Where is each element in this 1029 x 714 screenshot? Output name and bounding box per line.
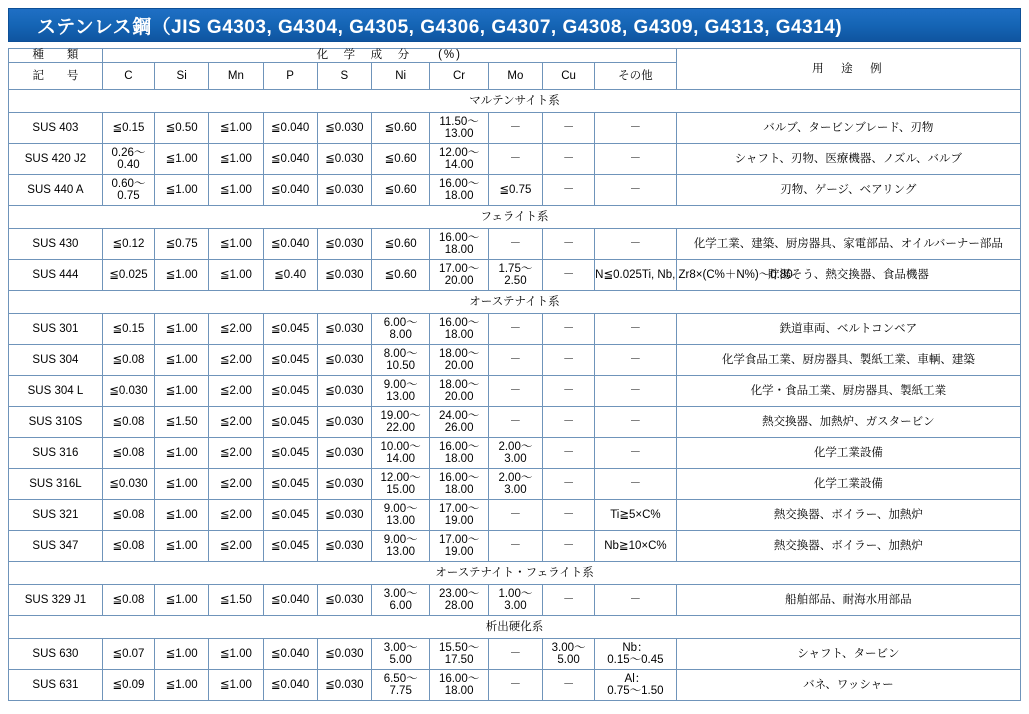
steel-grade-name: SUS 440 A [9, 175, 103, 206]
cell-mo: － [488, 144, 542, 175]
cell-cr: 23.00～ 28.00 [430, 585, 488, 616]
cell-other: － [595, 144, 677, 175]
cell-si: ≦1.00 [155, 260, 209, 291]
cell-ni: 19.00～ 22.00 [371, 407, 429, 438]
cell-cr: 12.00～ 14.00 [430, 144, 488, 175]
cell-mo: ≦0.75 [488, 175, 542, 206]
cell-use-example: 熱交換器、加熱炉、ガスタービン [676, 407, 1020, 438]
cell-c: ≦0.15 [102, 113, 154, 144]
cell-s: ≦0.030 [317, 113, 371, 144]
table-row [9, 229, 1021, 260]
cell-c: ≦0.030 [102, 376, 154, 407]
cell-use-example: 化学工業設備 [676, 438, 1020, 469]
cell-use-example: 鉄道車両、ベルトコンベア [676, 314, 1020, 345]
header-col-mn: Mn [209, 63, 263, 90]
cell-mo: － [488, 314, 542, 345]
cell-p: ≦0.40 [263, 260, 317, 291]
cell-use-example: シャフト、タービン [676, 639, 1020, 670]
cell-cu: － [543, 376, 595, 407]
steel-grade-name: SUS 316 [9, 438, 103, 469]
cell-use-example: 化学工業設備 [676, 469, 1020, 500]
cell-s: ≦0.030 [317, 670, 371, 701]
table-body [9, 90, 1021, 701]
cell-s: ≦0.030 [317, 531, 371, 562]
cell-si: ≦0.50 [155, 113, 209, 144]
steel-grade-name: SUS 301 [9, 314, 103, 345]
cell-cr: 15.50～ 17.50 [430, 639, 488, 670]
cell-mn: ≦2.00 [209, 469, 263, 500]
cell-cu: － [543, 469, 595, 500]
steel-grade-name: SUS 316L [9, 469, 103, 500]
cell-si: ≦1.00 [155, 469, 209, 500]
cell-ni: ≦0.60 [371, 260, 429, 291]
cell-s: ≦0.030 [317, 500, 371, 531]
cell-cr: 17.00～ 20.00 [430, 260, 488, 291]
cell-p: ≦0.040 [263, 113, 317, 144]
cell-si: ≦1.00 [155, 438, 209, 469]
cell-cu: － [543, 531, 595, 562]
cell-si: ≦1.00 [155, 314, 209, 345]
cell-p: ≦0.045 [263, 438, 317, 469]
cell-cu: － [543, 113, 595, 144]
group-label: オーステナイト・フェライト系 [9, 562, 1021, 585]
cell-mn: ≦1.00 [209, 670, 263, 701]
cell-mo: － [488, 345, 542, 376]
group-label: 析出硬化系 [9, 616, 1021, 639]
cell-c: 0.26～ 0.40 [102, 144, 154, 175]
cell-mo: 2.00～ 3.00 [488, 438, 542, 469]
cell-other: － [595, 229, 677, 260]
cell-ni: 3.00～ 6.00 [371, 585, 429, 616]
table-row [9, 113, 1021, 144]
cell-c: ≦0.08 [102, 438, 154, 469]
table-row [9, 670, 1021, 701]
steel-grade-name: SUS 347 [9, 531, 103, 562]
header-use-example: 用 途 例 [676, 49, 1020, 90]
cell-cr: 18.00～ 20.00 [430, 376, 488, 407]
steel-grade-name: SUS 304 L [9, 376, 103, 407]
cell-si: ≦1.50 [155, 407, 209, 438]
cell-mn: ≦2.00 [209, 438, 263, 469]
cell-ni: 10.00～ 14.00 [371, 438, 429, 469]
cell-other: Al： 0.75～1.50 [595, 670, 677, 701]
cell-ni: ≦0.60 [371, 175, 429, 206]
group-header-row [9, 206, 1021, 229]
header-col-cu: Cu [543, 63, 595, 90]
cell-cu: － [543, 500, 595, 531]
cell-cu: － [543, 175, 595, 206]
cell-p: ≦0.040 [263, 670, 317, 701]
cell-use-example: 刃物、ゲージ、ベアリング [676, 175, 1020, 206]
steel-grade-name: SUS 304 [9, 345, 103, 376]
cell-si: ≦1.00 [155, 376, 209, 407]
cell-mn: ≦2.00 [209, 376, 263, 407]
cell-si: ≦1.00 [155, 639, 209, 670]
table-row [9, 500, 1021, 531]
table-header [9, 49, 1021, 90]
cell-other: Nb： 0.15～0.45 [595, 639, 677, 670]
cell-cr: 17.00～ 19.00 [430, 531, 488, 562]
cell-mo: － [488, 639, 542, 670]
steel-grade-name: SUS 630 [9, 639, 103, 670]
cell-cu: － [543, 229, 595, 260]
cell-c: ≦0.08 [102, 345, 154, 376]
cell-other: － [595, 376, 677, 407]
steel-grade-name: SUS 310S [9, 407, 103, 438]
cell-use-example: 化学食品工業、厨房器具、製紙工業、車輌、建築 [676, 345, 1020, 376]
cell-c: 0.60～ 0.75 [102, 175, 154, 206]
header-col-p: P [263, 63, 317, 90]
cell-si: ≦0.75 [155, 229, 209, 260]
header-kind-line1: 種 類 [9, 49, 103, 63]
table-row [9, 345, 1021, 376]
cell-use-example: 熱交換器、ボイラー、加熱炉 [676, 500, 1020, 531]
table-row [9, 314, 1021, 345]
group-header-row [9, 90, 1021, 113]
cell-other: － [595, 438, 677, 469]
header-chemical-composition: 化 学 成 分 (%) [102, 49, 676, 63]
cell-si: ≦1.00 [155, 670, 209, 701]
cell-cu: － [543, 345, 595, 376]
cell-mo: － [488, 376, 542, 407]
cell-p: ≦0.045 [263, 407, 317, 438]
cell-s: ≦0.030 [317, 469, 371, 500]
steel-grade-name: SUS 403 [9, 113, 103, 144]
table-row [9, 144, 1021, 175]
cell-s: ≦0.030 [317, 229, 371, 260]
cell-ni: 12.00～ 15.00 [371, 469, 429, 500]
cell-other: N≦0.025Ti, Nb, Zr8×(C%＋N%)～0.80 [595, 260, 677, 291]
cell-cu: － [543, 438, 595, 469]
cell-use-example: 化学工業、建築、厨房器具、家電部品、オイルバーナー部品 [676, 229, 1020, 260]
cell-p: ≦0.045 [263, 531, 317, 562]
cell-p: ≦0.040 [263, 144, 317, 175]
cell-mn: ≦1.00 [209, 113, 263, 144]
cell-c: ≦0.08 [102, 500, 154, 531]
cell-s: ≦0.030 [317, 175, 371, 206]
cell-use-example: 貯湯そう、熱交換器、食品機器 [676, 260, 1020, 291]
cell-mo: 2.00～ 3.00 [488, 469, 542, 500]
cell-mo: － [488, 229, 542, 260]
cell-mo: － [488, 531, 542, 562]
cell-p: ≦0.045 [263, 345, 317, 376]
cell-cr: 16.00～ 18.00 [430, 469, 488, 500]
cell-cr: 16.00～ 18.00 [430, 175, 488, 206]
header-row-groups [9, 49, 1021, 63]
cell-s: ≦0.030 [317, 345, 371, 376]
table-row [9, 260, 1021, 291]
cell-cu: － [543, 314, 595, 345]
steel-grade-name: SUS 321 [9, 500, 103, 531]
cell-mo: － [488, 670, 542, 701]
cell-p: ≦0.045 [263, 469, 317, 500]
steel-grade-name: SUS 420 J2 [9, 144, 103, 175]
steel-grade-name: SUS 444 [9, 260, 103, 291]
cell-cu: － [543, 407, 595, 438]
table-row [9, 438, 1021, 469]
cell-s: ≦0.030 [317, 639, 371, 670]
cell-mn: ≦1.00 [209, 175, 263, 206]
cell-c: ≦0.08 [102, 585, 154, 616]
cell-mn: ≦2.00 [209, 500, 263, 531]
stainless-steel-spec-table [8, 48, 1021, 701]
cell-p: ≦0.040 [263, 175, 317, 206]
cell-p: ≦0.045 [263, 376, 317, 407]
cell-mo: － [488, 407, 542, 438]
cell-other: － [595, 585, 677, 616]
header-col-other: その他 [595, 63, 677, 90]
cell-use-example: シャフト、刃物、医療機器、ノズル、バルブ [676, 144, 1020, 175]
cell-c: ≦0.08 [102, 531, 154, 562]
cell-use-example: 船舶部品、耐海水用部品 [676, 585, 1020, 616]
table-row [9, 407, 1021, 438]
header-col-cr: Cr [430, 63, 488, 90]
cell-s: ≦0.030 [317, 314, 371, 345]
page-root [0, 8, 1029, 714]
cell-cr: 16.00～ 18.00 [430, 670, 488, 701]
group-header-row [9, 291, 1021, 314]
cell-other: Nb≧10×C% [595, 531, 677, 562]
cell-ni: ≦0.60 [371, 113, 429, 144]
cell-cr: 16.00～ 18.00 [430, 229, 488, 260]
cell-si: ≦1.00 [155, 175, 209, 206]
cell-ni: ≦0.60 [371, 144, 429, 175]
cell-mn: ≦2.00 [209, 314, 263, 345]
header-col-s: S [317, 63, 371, 90]
page-title: ステンレス鋼（JIS G4303, G4304, G4305, G4306, G4307, G4308, G4309, G4313, G4314) [37, 16, 843, 38]
cell-ni: 3.00～ 5.00 [371, 639, 429, 670]
page-title-bar [8, 8, 1021, 42]
cell-p: ≦0.040 [263, 229, 317, 260]
cell-mn: ≦1.00 [209, 639, 263, 670]
cell-mn: ≦1.00 [209, 229, 263, 260]
cell-other: － [595, 407, 677, 438]
header-col-c: C [102, 63, 154, 90]
cell-si: ≦1.00 [155, 500, 209, 531]
cell-c: ≦0.08 [102, 407, 154, 438]
cell-cr: 18.00～ 20.00 [430, 345, 488, 376]
cell-p: ≦0.040 [263, 585, 317, 616]
cell-ni: 9.00～ 13.00 [371, 531, 429, 562]
group-header-row [9, 562, 1021, 585]
cell-mo: － [488, 500, 542, 531]
cell-mn: ≦2.00 [209, 531, 263, 562]
group-label: フェライト系 [9, 206, 1021, 229]
cell-c: ≦0.15 [102, 314, 154, 345]
cell-ni: 9.00～ 13.00 [371, 500, 429, 531]
cell-use-example: バルブ、タービンブレード、刃物 [676, 113, 1020, 144]
cell-mo: － [488, 113, 542, 144]
cell-other: － [595, 175, 677, 206]
steel-grade-name: SUS 329 J1 [9, 585, 103, 616]
cell-ni: 8.00～ 10.50 [371, 345, 429, 376]
cell-ni: 6.50～ 7.75 [371, 670, 429, 701]
cell-other: Ti≧5×C% [595, 500, 677, 531]
cell-c: ≦0.025 [102, 260, 154, 291]
cell-ni: 6.00～ 8.00 [371, 314, 429, 345]
table-row [9, 175, 1021, 206]
cell-other: － [595, 469, 677, 500]
cell-s: ≦0.030 [317, 376, 371, 407]
cell-si: ≦1.00 [155, 531, 209, 562]
cell-s: ≦0.030 [317, 585, 371, 616]
cell-mn: ≦2.00 [209, 345, 263, 376]
cell-c: ≦0.07 [102, 639, 154, 670]
cell-ni: ≦0.60 [371, 229, 429, 260]
cell-cr: 17.00～ 19.00 [430, 500, 488, 531]
cell-si: ≦1.00 [155, 144, 209, 175]
cell-cu: 3.00～ 5.00 [543, 639, 595, 670]
header-col-ni: Ni [371, 63, 429, 90]
cell-cr: 24.00～ 26.00 [430, 407, 488, 438]
group-label: オーステナイト系 [9, 291, 1021, 314]
cell-mo: 1.75～ 2.50 [488, 260, 542, 291]
cell-mn: ≦1.50 [209, 585, 263, 616]
cell-s: ≦0.030 [317, 407, 371, 438]
cell-use-example: 熱交換器、ボイラー、加熱炉 [676, 531, 1020, 562]
cell-mn: ≦1.00 [209, 144, 263, 175]
table-row [9, 639, 1021, 670]
header-col-mo: Mo [488, 63, 542, 90]
cell-cu: － [543, 670, 595, 701]
header-col-si: Si [155, 63, 209, 90]
cell-cu: － [543, 585, 595, 616]
group-label: マルテンサイト系 [9, 90, 1021, 113]
cell-si: ≦1.00 [155, 585, 209, 616]
cell-s: ≦0.030 [317, 260, 371, 291]
cell-p: ≦0.045 [263, 314, 317, 345]
table-row [9, 531, 1021, 562]
cell-use-example: バネ、ワッシャー [676, 670, 1020, 701]
table-row [9, 585, 1021, 616]
cell-mo: 1.00～ 3.00 [488, 585, 542, 616]
group-header-row [9, 616, 1021, 639]
cell-mn: ≦2.00 [209, 407, 263, 438]
cell-mn: ≦1.00 [209, 260, 263, 291]
cell-use-example: 化学・食品工業、厨房器具、製紙工業 [676, 376, 1020, 407]
cell-other: － [595, 345, 677, 376]
steel-grade-name: SUS 631 [9, 670, 103, 701]
cell-other: － [595, 314, 677, 345]
cell-p: ≦0.045 [263, 500, 317, 531]
cell-cu: － [543, 144, 595, 175]
cell-cr: 16.00～ 18.00 [430, 314, 488, 345]
cell-other: － [595, 113, 677, 144]
cell-c: ≦0.030 [102, 469, 154, 500]
cell-si: ≦1.00 [155, 345, 209, 376]
cell-ni: 9.00～ 13.00 [371, 376, 429, 407]
cell-c: ≦0.09 [102, 670, 154, 701]
table-row [9, 376, 1021, 407]
cell-cr: 11.50～ 13.00 [430, 113, 488, 144]
steel-grade-name: SUS 430 [9, 229, 103, 260]
cell-c: ≦0.12 [102, 229, 154, 260]
cell-s: ≦0.030 [317, 438, 371, 469]
cell-cr: 16.00～ 18.00 [430, 438, 488, 469]
cell-cu: － [543, 260, 595, 291]
cell-s: ≦0.030 [317, 144, 371, 175]
table-row [9, 469, 1021, 500]
cell-p: ≦0.040 [263, 639, 317, 670]
header-kind-line2: 記 号 [9, 63, 103, 90]
